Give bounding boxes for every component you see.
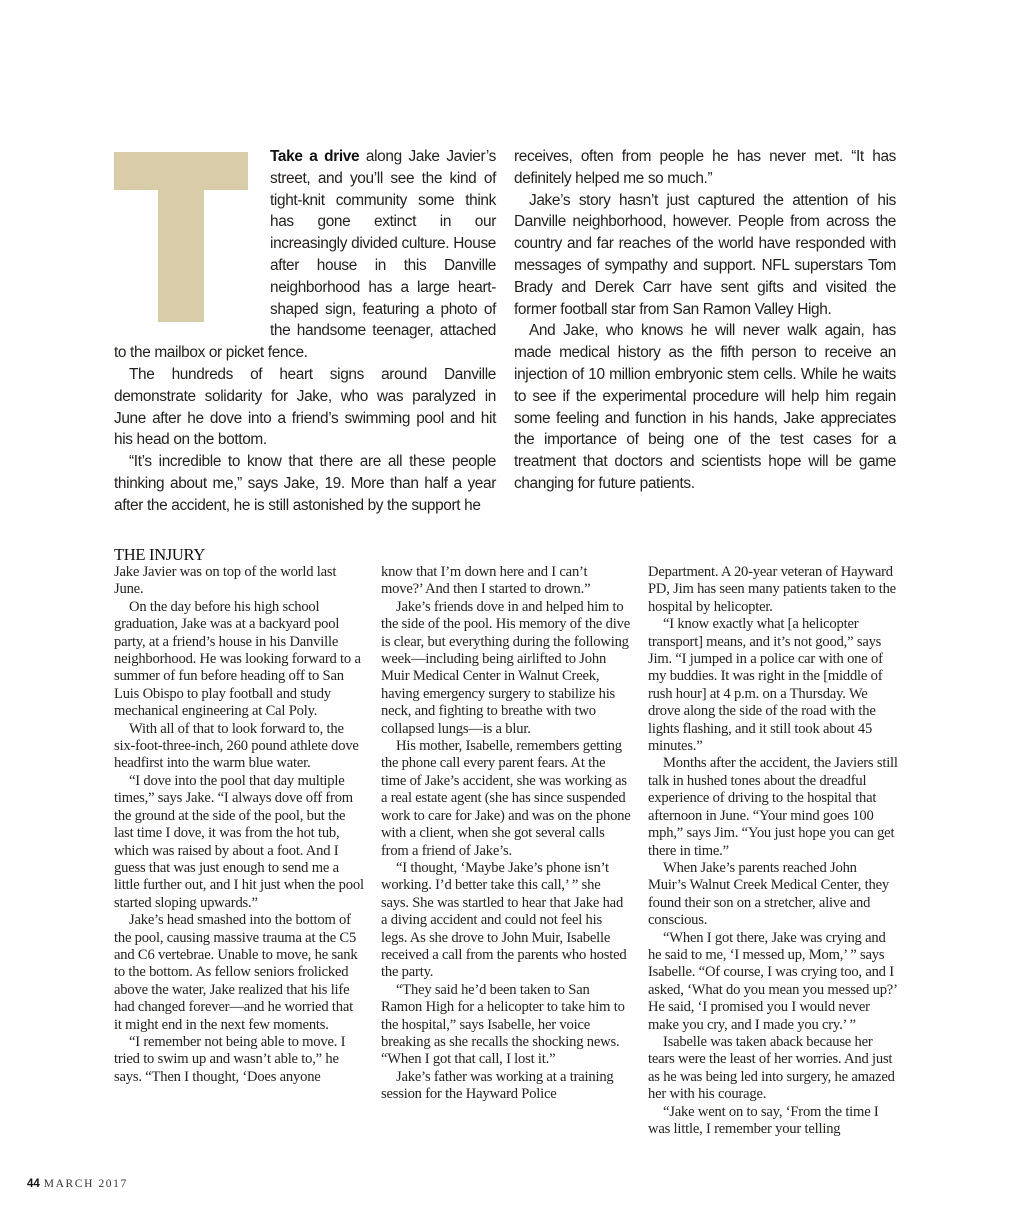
body-paragraph: Jake’s father was working at a training session for the Hayward Police	[381, 1068, 614, 1103]
dropcap-stem	[158, 152, 204, 322]
body-paragraph: “I thought, ‘Maybe Jake’s phone isn’t working. I’d better take this call,’ ” she says. She was startled to hear that Jake had a diving accident and could not feel his legs. As she drove to John Muir, Isabelle received a call from the parents who hosted the party.	[381, 859, 627, 981]
body-paragraph: Jake’s friends dove in and helped him to the side of the pool. His memory of the dive is clear, but everything during the following week—including being airlifted to John Muir Medical Center in Walnut Creek, having emergency surgery to stabilize his neck, and fighting to breathe with two collapsed lungs—is a blur.	[381, 598, 630, 737]
dropcap-letter-shape	[114, 152, 248, 322]
body-paragraph: Jake Javier was on top of the world last June.	[114, 564, 337, 598]
body-column-1	[114, 564, 364, 1086]
body-paragraph: On the day before his high school graduation, Jake was at a backyard pool party, at a friend’s house in his Danville neighborhood. He was looking forward to a summer of fun before heading off to San Luis Obispo to play football and study mechanical engineering at Cal Poly.	[114, 598, 361, 720]
body-paragraph: His mother, Isabelle, remembers getting the phone call every parent fears. At the time of Jake’s accident, she was working as a real estate agent (she has since suspended work to care for Jake) and was on the phone with a client, when she got several calls from a friend of Jake’s.	[381, 738, 631, 859]
body-paragraph: know that I’m down here and I can’t move?’ And then I started to drown.”	[381, 564, 591, 598]
section-heading: THE INJURY	[114, 545, 205, 564]
body-paragraph: “Jake went on to say, ‘From the time I was little, I remember your telling	[648, 1103, 879, 1137]
page-number: 44	[27, 1178, 40, 1190]
intro-paragraph-3: “It’s incredible to know that there are all these people thinking about me,” says Jake, 19. More than half a year after the accident, he is still astonished by the support he	[114, 453, 496, 514]
intro-paragraph-5: And Jake, who knows he will never walk again, has made medical history as the fifth person to receive an injection of 10 million embryonic stem cells. While he waits to see if the experimental procedure will help him regain some feeling and function in his hands, Jake appreciates the importance of being one of the test cases for a treatment that doctors and scientists hope will be game changing for future patients.	[514, 322, 896, 492]
intro-column-left	[114, 146, 496, 517]
body-paragraph: Isabelle was taken aback because her tears were the least of her worries. And just as he was being led into surgery, he amazed her with his courage.	[648, 1033, 895, 1103]
body-column-2	[381, 564, 631, 1104]
body-paragraph: Jake’s head smashed into the bottom of the pool, causing massive trauma at the C5 and C6 vertebrae. Unable to move, he sank to the bottom. As fellow seniors frolicked above the water, Jake realized that his life had changed forever—and he worried that it might end in the next few moments.	[114, 912, 358, 1033]
intro-column-right	[514, 146, 896, 495]
body-paragraph: When Jake’s parents reached John Muir’s Walnut Creek Medical Center, they found their son on a stretcher, alive and conscious.	[648, 859, 889, 929]
dropcap	[114, 152, 248, 322]
issue-date: MARCH 2017	[43, 1178, 128, 1190]
body-paragraph: “I remember not being able to move. I tried to swim up and wasn’t able to,” he says. “Then I thought, ‘Does anyone	[114, 1033, 346, 1085]
body-paragraph: “They said he’d been taken to San Ramon High for a helicopter to take him to the hospital,” says Isabelle, her voice breaking as she recalls the shocking news. “When I got that call, I lost it.”	[381, 981, 625, 1068]
body-paragraph: With all of that to look forward to, the six-foot-three-inch, 260 pound athlete dove headfirst into the warm blue water.	[114, 720, 359, 772]
body-paragraph: “When I got there, Jake was crying and he said to me, ‘I messed up, Mom,’ ” says Isabelle. “Of course, I was crying too, and I asked, ‘What do you mean you messed up?’ He said, ‘I promised you I would never make you cry, and I made you cry.’ ”	[648, 929, 897, 1033]
intro-p1-text: along Jake Javier’s street, and you’ll see the kind of tight-knit community some think has gone extinct in our increasingly divided culture. House after house in this Danville neighborhood has a large heart-shaped sign, featuring a photo of the handsome teenager, attached to the mailbox or picket fence.	[114, 148, 496, 362]
body-paragraph: “I dove into the pool that day multiple times,” says Jake. “I always dove off from the ground at the side of the pool, but the last time I dove, it was from the hot tub, which was raised by about a foot. And I guess that was just enough to send me a little further out, and I hit just when the pool started sloping upwards.”	[114, 772, 364, 911]
lead-in: Take a drive	[270, 148, 360, 165]
intro-paragraph-2: The hundreds of heart signs around Danville demonstrate solidarity for Jake, who was paralyzed in June after he dove into a friend’s swimming pool and hit his head on the bottom.	[114, 365, 496, 449]
intro-paragraph-3-continued: receives, often from people he has never met. “It has definitely helped me so much.”	[514, 148, 896, 187]
body-column-3	[648, 564, 898, 1138]
intro-paragraph-4: Jake’s story hasn’t just captured the attention of his Danville neighborhood, however. People from across the country and far reaches of the world have responded with messages of sympathy and support. NFL superstars Tom Brady and Derek Carr have sent gifts and visited the former football star from San Ramon Valley High.	[514, 191, 896, 318]
body-paragraph: “I know exactly what [a helicopter transport] means, and it’s not good,” says Jim. “I jumped in a police car with one of my buddies. It was right in the [middle of rush hour] at 4 p.m. on a Thursday. We drove along the side of the road with the lights flashing, and it still took about 45 minutes.”	[648, 616, 883, 755]
folio	[27, 1178, 128, 1190]
body-paragraph: Months after the accident, the Javiers still talk in hushed tones about the dreadful experience of driving to the hospital that afternoon in June. “Your mind goes 100 mph,” says Jim. “You just hope you can get there in time.”	[648, 755, 898, 859]
body-paragraph: Department. A 20-year veteran of Hayward PD, Jim has seen many patients taken to the hospital by helicopter.	[648, 564, 896, 615]
